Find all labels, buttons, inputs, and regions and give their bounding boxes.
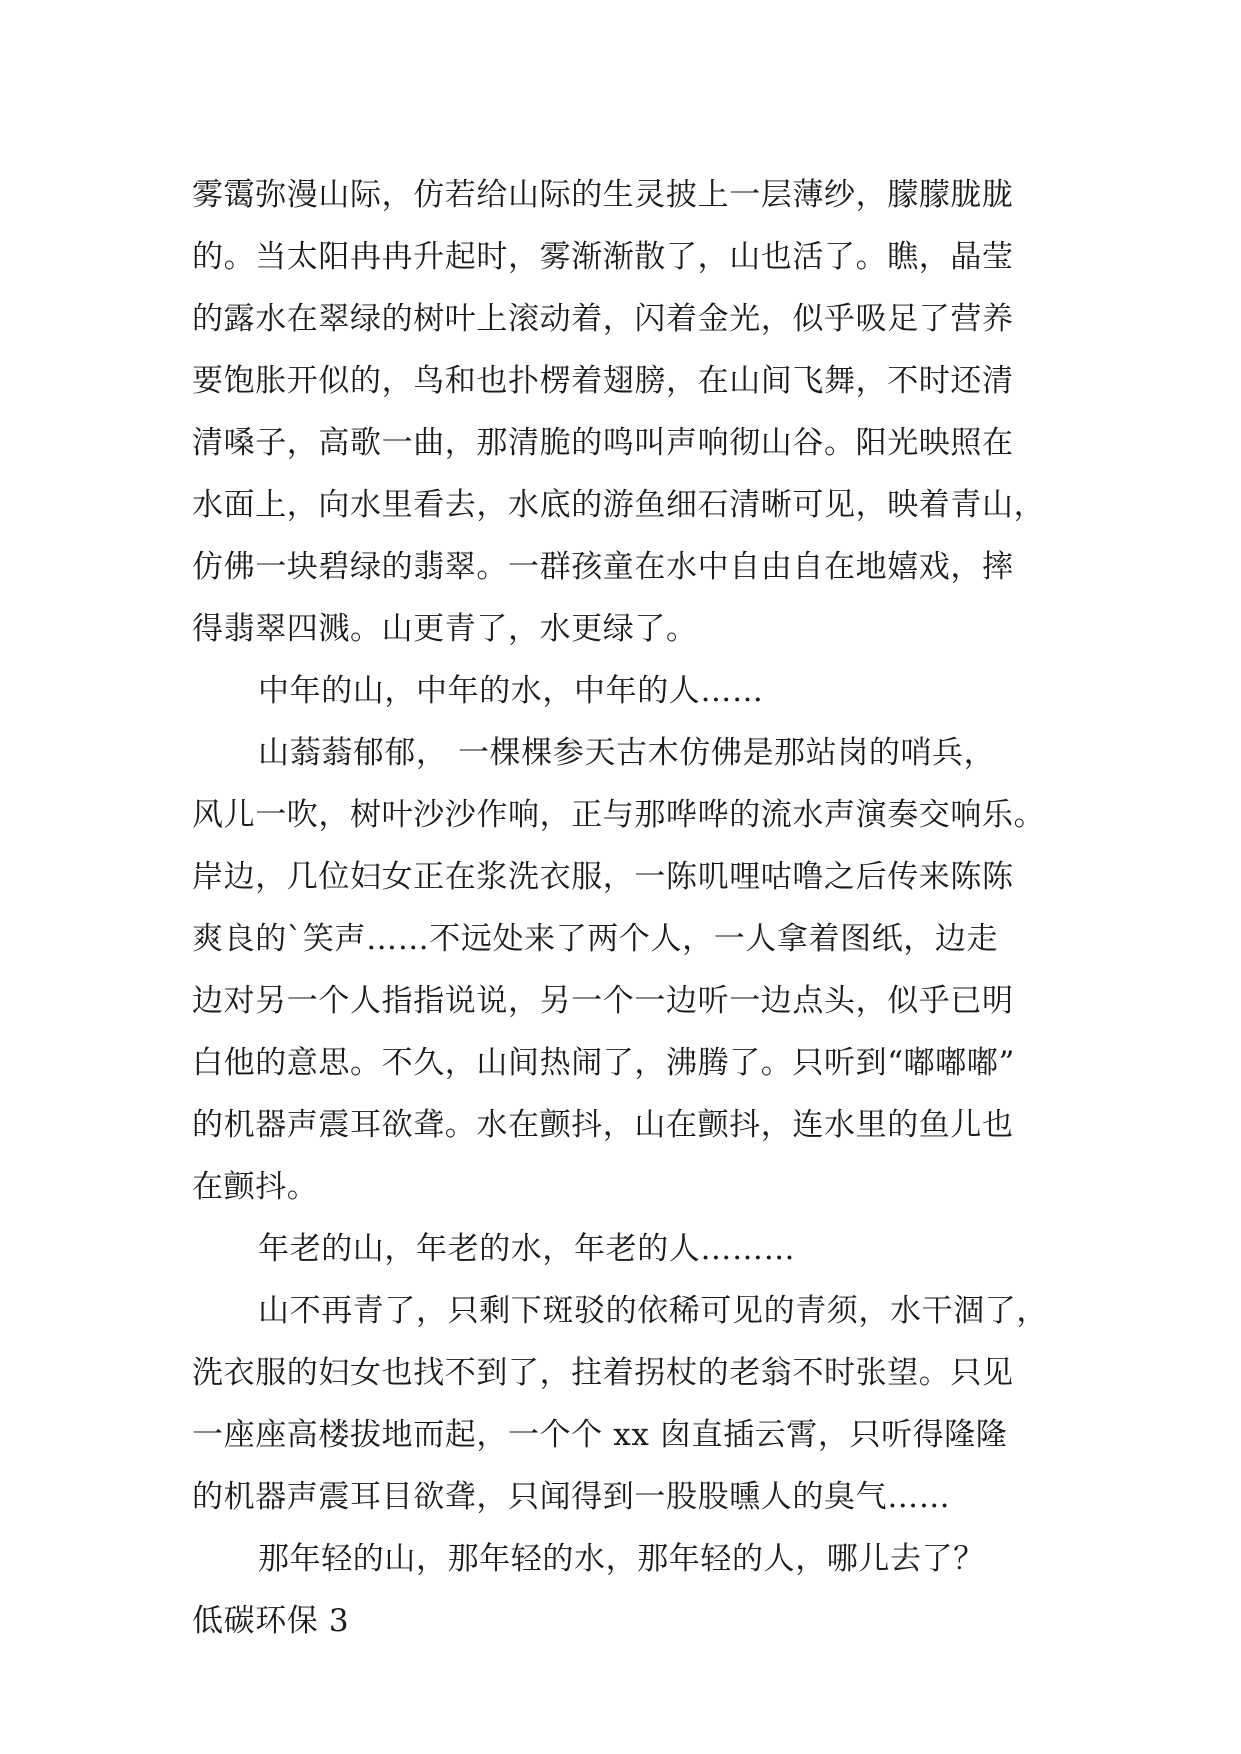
- text-line: 洗衣服的妇女也找不到了，拄着拐杖的老翁不时张望。只见: [192, 1355, 1014, 1391]
- text-line: 水面上，向水里看去，水底的游鱼细石清晰可见，映着青山，: [192, 487, 1046, 523]
- text-line: 仿佛一块碧绿的翡翠。一群孩童在水中自由自在地嬉戏，摔: [192, 549, 1014, 585]
- text-line: 一座座高楼拔地而起，一个个 xx 囱直插云霄，只听得隆隆: [192, 1417, 1008, 1453]
- closing-question: 那年轻的山，那年轻的水，那年轻的人，哪儿去了？: [258, 1541, 985, 1577]
- text-line: 得翡翠四溅。山更青了，水更绿了。: [192, 611, 698, 647]
- text-line: 爽良的`笑声……不远处来了两个人，一人拿着图纸，边走: [192, 921, 999, 957]
- paragraph-heading-old-age: 年老的山，年老的水，年老的人………: [258, 1231, 796, 1267]
- text-line: 山不再青了，只剩下斑驳的依稀可见的青须，水干涸了，: [258, 1293, 1048, 1329]
- text-line: 岸边，几位妇女正在浆洗衣服，一陈叽哩咕噜之后传来陈陈: [192, 859, 1014, 895]
- text-line: 边对另一个人指指说说，另一个一边听一边点头，似乎已明: [192, 983, 1014, 1019]
- text-line: 山蓊蓊郁郁， 一棵棵参天古木仿佛是那站岗的哨兵，: [258, 735, 996, 771]
- text-line: 的机器声震耳欲聋。水在颤抖，山在颤抖，连水里的鱼儿也: [192, 1107, 1014, 1143]
- text-line: 要饱胀开似的，鸟和也扑楞着翅膀，在山间飞舞，不时还清: [192, 363, 1014, 399]
- text-line: 的露水在翠绿的树叶上滚动着，闪着金光，似乎吸足了营养: [192, 301, 1014, 337]
- text-line: 雾霭弥漫山际，仿若给山际的生灵披上一层薄纱，朦朦胧胧: [192, 177, 1014, 213]
- text-line: 在颤抖。: [192, 1169, 319, 1205]
- text-line: 的。当太阳冉冉升起时，雾渐渐散了，山也活了。瞧，晶莹: [192, 239, 1014, 275]
- text-line: 白他的意思。不久，山间热闹了，沸腾了。只听到“嘟嘟嘟”: [192, 1045, 1015, 1081]
- text-line: 的机器声震耳目欲聋，只闻得到一股股曛人的臭气……: [192, 1479, 951, 1515]
- document-body: [192, 164, 1052, 1652]
- paragraph-heading-middle-age: 中年的山，中年的水，中年的人……: [258, 673, 764, 709]
- section-title: 低碳环保 3: [192, 1603, 350, 1639]
- text-line: 风儿一吹，树叶沙沙作响，正与那哗哗的流水声演奏交响乐。: [192, 797, 1046, 833]
- text-line: 清嗓子，高歌一曲，那清脆的鸣叫声响彻山谷。阳光映照在: [192, 425, 1014, 461]
